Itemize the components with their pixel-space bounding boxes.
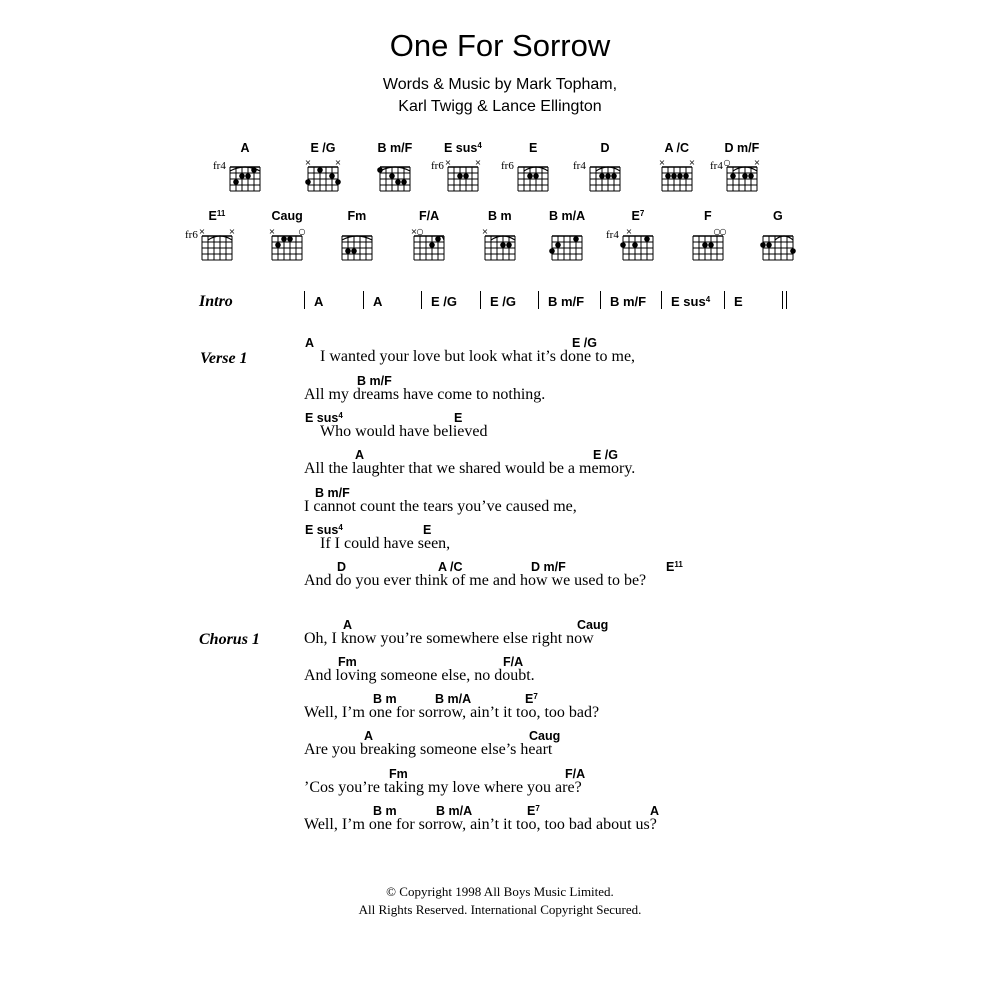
muted-string-marker: ×	[198, 227, 206, 236]
bar-line	[304, 291, 305, 309]
finger-dot	[549, 248, 555, 254]
chord-diagram-name	[488, 209, 512, 223]
finger-dot	[790, 248, 796, 254]
chord-diagram-name	[311, 141, 336, 155]
chord-root: E	[529, 141, 538, 155]
finger-dot	[275, 242, 281, 248]
chord-diagram-name	[601, 141, 610, 155]
chord-root: E sus	[671, 294, 706, 309]
open-string-marker: ○	[719, 227, 727, 236]
intro-bar-chord	[671, 294, 710, 309]
lyric-line: I cannot count the tears you’ve caused me,	[304, 498, 577, 515]
song-title: One For Sorrow	[389, 28, 611, 63]
chord-extension: 7	[535, 804, 540, 813]
intro-bar-chord	[548, 294, 584, 309]
chord-root: B m/F	[357, 374, 392, 388]
finger-dot	[506, 242, 512, 248]
chord-root: A	[305, 336, 315, 350]
chord-root: B m/F	[377, 141, 413, 155]
chord-root: E /G	[490, 294, 517, 309]
chord-root: G	[773, 209, 783, 223]
chord-root: Fm	[338, 655, 357, 669]
chord-root: A	[314, 294, 324, 309]
lyric-line: And do you ever think of me and how we used to be?	[304, 572, 647, 589]
chord-diagram-name	[549, 209, 585, 223]
bar-line	[363, 291, 364, 309]
finger-dot	[671, 173, 677, 179]
finger-dot	[573, 236, 579, 242]
lyric-line: All the laughter that we shared would be a memory.	[304, 460, 636, 477]
fret-position-label: fr6	[501, 160, 514, 172]
muted-string-marker: ×	[410, 227, 418, 236]
chord-diagram-b-m-a	[548, 226, 586, 266]
chord-diagram-e-g	[304, 157, 342, 197]
bar-line	[724, 291, 725, 309]
chord-diagram-b-m	[481, 226, 519, 266]
chord-diagram-name	[444, 141, 482, 155]
chord-root: Caug	[529, 729, 561, 743]
chord-diagram-f	[689, 226, 727, 266]
chord-root: F/A	[419, 209, 440, 223]
finger-dot	[435, 236, 441, 242]
chord-root: B m/F	[315, 486, 350, 500]
finger-dot	[632, 242, 638, 248]
chord-root: B m/F	[610, 294, 647, 309]
finger-dot	[500, 242, 506, 248]
lyric-line: All my dreams have come to nothing.	[304, 386, 546, 403]
open-string-marker: ○	[723, 158, 731, 167]
lyric-line: Oh, I know you’re somewhere else right now	[304, 630, 594, 647]
lyric-line: And loving someone else, no doubt.	[304, 667, 535, 684]
fret-position-label: fr6	[431, 160, 444, 172]
intro-bar-chord	[314, 294, 323, 309]
chord-diagram-name	[348, 209, 367, 223]
open-string-marker: ○	[713, 227, 721, 236]
chord-root: B m/A	[549, 209, 586, 223]
finger-dot	[555, 242, 561, 248]
finger-dot	[335, 179, 341, 185]
bar-line	[480, 291, 481, 309]
chord-extension: 4	[477, 141, 482, 150]
chord-root: E /G	[431, 294, 458, 309]
intro-bar-chord	[734, 294, 743, 309]
chord-root: D m/F	[531, 560, 566, 574]
lyric-line: Well, I’m one for sorrow, ain’t it too, too bad?	[304, 704, 600, 721]
finger-dot	[401, 179, 407, 185]
finger-dot	[748, 173, 754, 179]
chord-root: E /G	[572, 336, 598, 350]
intro-bar-chord	[610, 294, 646, 309]
chord-root: Fm	[347, 209, 367, 223]
chord-diagram-b-m-f	[376, 157, 414, 197]
copyright-notice	[0, 883, 1000, 919]
chord-diagram-fm	[338, 226, 376, 266]
chorus-1-label: Chorus 1	[199, 631, 260, 648]
muted-string-marker: ×	[304, 158, 312, 167]
credits-line-2: Karl Twigg & Lance Ellington	[398, 98, 602, 115]
chord-symbol	[666, 560, 683, 574]
finger-dot	[317, 167, 323, 173]
chord-root: E sus	[305, 523, 339, 537]
fret-position-label: fr4	[710, 160, 723, 172]
finger-dot	[305, 179, 311, 185]
chord-root: B m	[373, 804, 397, 818]
fret-position-label: fr4	[213, 160, 226, 172]
finger-dot	[605, 173, 611, 179]
chord-extension: 7	[639, 209, 645, 218]
chord-root: D	[600, 141, 610, 155]
chord-root: A	[355, 448, 365, 462]
finger-dot	[239, 173, 245, 179]
chord-root: A /C	[664, 141, 690, 155]
bar-line	[661, 291, 662, 309]
chord-extension: 4	[338, 523, 343, 532]
finger-dot	[677, 173, 683, 179]
finger-dot	[766, 242, 772, 248]
lyric-line: If I could have seen,	[320, 535, 451, 552]
chord-diagram-name	[209, 209, 226, 223]
chord-root: E	[208, 209, 217, 223]
chord-diagram-e11	[198, 226, 236, 266]
finger-dot	[644, 236, 650, 242]
finger-dot	[611, 173, 617, 179]
muted-string-marker: ×	[268, 227, 276, 236]
finger-dot	[389, 173, 395, 179]
chord-root: F/A	[503, 655, 524, 669]
chord-diagram-name	[272, 209, 303, 223]
finger-dot	[345, 248, 351, 254]
muted-string-marker: ×	[688, 158, 696, 167]
chord-diagram-e-sus4	[444, 157, 482, 197]
final-bar-line	[786, 291, 787, 309]
chord-root: E	[666, 560, 675, 574]
finger-dot	[730, 173, 736, 179]
chord-root: B m/F	[548, 294, 585, 309]
finger-dot	[429, 242, 435, 248]
bar-line	[538, 291, 539, 309]
chord-diagram-name	[704, 209, 712, 223]
chord-extension: 7	[533, 692, 538, 701]
verse-1-label: Verse 1	[200, 350, 248, 367]
chord-diagram-g	[759, 226, 797, 266]
finger-dot	[233, 179, 239, 185]
chord-root: A	[364, 729, 374, 743]
lyric-line: Who would have believed	[320, 423, 488, 440]
lyric-line: ’Cos you’re taking my love where you are?	[304, 779, 582, 796]
chord-root: A	[373, 294, 383, 309]
chord-diagram-name	[632, 209, 645, 223]
chord-root: A /C	[438, 560, 463, 574]
muted-string-marker: ×	[481, 227, 489, 236]
finger-dot	[281, 236, 287, 242]
copyright-line-2: All Rights Reserved. International Copyright Secured.	[358, 902, 642, 917]
finger-dot	[533, 173, 539, 179]
chord-diagram-f-a	[410, 226, 448, 266]
chord-root: A	[343, 618, 353, 632]
intro-bar-chord	[490, 294, 516, 309]
chord-diagram-name	[665, 141, 690, 155]
chord-root: E	[631, 209, 640, 223]
finger-dot	[760, 242, 766, 248]
chord-extension: 4	[338, 411, 343, 420]
fret-position-label: fr4	[573, 160, 586, 172]
muted-string-marker: ×	[228, 227, 236, 236]
finger-dot	[463, 173, 469, 179]
lyric-line: Well, I’m one for sorrow, ain’t it too, too bad about us?	[304, 816, 657, 833]
chord-root: E sus	[305, 411, 339, 425]
credits-line-1: Words & Music by Mark Topham,	[382, 76, 618, 93]
finger-dot	[683, 173, 689, 179]
copyright-line-1: © Copyright 1998 All Boys Music Limited.	[386, 884, 614, 899]
muted-string-marker: ×	[474, 158, 482, 167]
chord-root: F/A	[565, 767, 586, 781]
chord-diagram-a-c	[658, 157, 696, 197]
chord-root: E	[423, 523, 432, 537]
finger-dot	[251, 167, 257, 173]
finger-dot	[329, 173, 335, 179]
chord-diagram-d-m-f	[723, 157, 761, 197]
finger-dot	[377, 167, 383, 173]
finger-dot	[287, 236, 293, 242]
chord-root: B m	[488, 209, 512, 223]
chord-diagram-e	[514, 157, 552, 197]
finger-dot	[708, 242, 714, 248]
chord-root: B m/A	[436, 804, 473, 818]
muted-string-marker: ×	[753, 158, 761, 167]
bar-line	[421, 291, 422, 309]
chord-root: E	[454, 411, 463, 425]
muted-string-marker: ×	[625, 227, 633, 236]
chord-diagram-a	[226, 157, 264, 197]
chord-diagram-name	[773, 209, 783, 223]
chord-root: E	[525, 692, 534, 706]
open-string-marker: ○	[416, 227, 424, 236]
finger-dot	[527, 173, 533, 179]
intro-label: Intro	[199, 293, 233, 310]
chord-root: D	[337, 560, 347, 574]
chord-root: E sus	[444, 141, 478, 155]
fret-position-label: fr4	[606, 229, 619, 241]
chord-diagram-name	[241, 141, 250, 155]
finger-dot	[620, 242, 626, 248]
chord-root: F	[704, 209, 712, 223]
intro-bar-chord	[373, 294, 382, 309]
lyric-line: Are you breaking someone else’s heart	[304, 741, 553, 758]
muted-string-marker: ×	[658, 158, 666, 167]
chord-root: A	[240, 141, 250, 155]
bar-line	[600, 291, 601, 309]
chord-extension: 11	[674, 560, 683, 569]
chord-root: B m/A	[435, 692, 472, 706]
chord-root: E	[734, 294, 743, 309]
chord-root: Caug	[577, 618, 609, 632]
chord-diagram-name	[725, 141, 760, 155]
finger-dot	[702, 242, 708, 248]
chord-root: E	[527, 804, 536, 818]
chord-diagram-caug	[268, 226, 306, 266]
chord-diagram-name	[529, 141, 537, 155]
chord-diagram-d	[586, 157, 624, 197]
lyric-line: I wanted your love but look what it’s done to me,	[320, 348, 636, 365]
finger-dot	[245, 173, 251, 179]
chord-symbol	[305, 336, 314, 350]
songwriter-credits	[0, 74, 1000, 118]
finger-dot	[599, 173, 605, 179]
chord-root: E /G	[593, 448, 619, 462]
finger-dot	[742, 173, 748, 179]
chord-diagram-name	[378, 141, 413, 155]
chord-diagram-name	[419, 209, 439, 223]
chord-root: D m/F	[724, 141, 760, 155]
chord-extension: 4	[705, 295, 711, 304]
chord-root: E /G	[310, 141, 336, 155]
muted-string-marker: ×	[334, 158, 342, 167]
final-bar-line	[782, 291, 783, 309]
finger-dot	[395, 179, 401, 185]
open-string-marker: ○	[298, 227, 306, 236]
finger-dot	[457, 173, 463, 179]
chord-root: Fm	[389, 767, 408, 781]
chord-root: B m	[373, 692, 397, 706]
finger-dot	[351, 248, 357, 254]
muted-string-marker: ×	[444, 158, 452, 167]
chord-diagram-e7	[619, 226, 657, 266]
chord-root: Caug	[271, 209, 303, 223]
chord-extension: 11	[216, 209, 226, 218]
chord-root: A	[650, 804, 660, 818]
intro-bar-chord	[431, 294, 457, 309]
fret-position-label: fr6	[185, 229, 198, 241]
finger-dot	[665, 173, 671, 179]
